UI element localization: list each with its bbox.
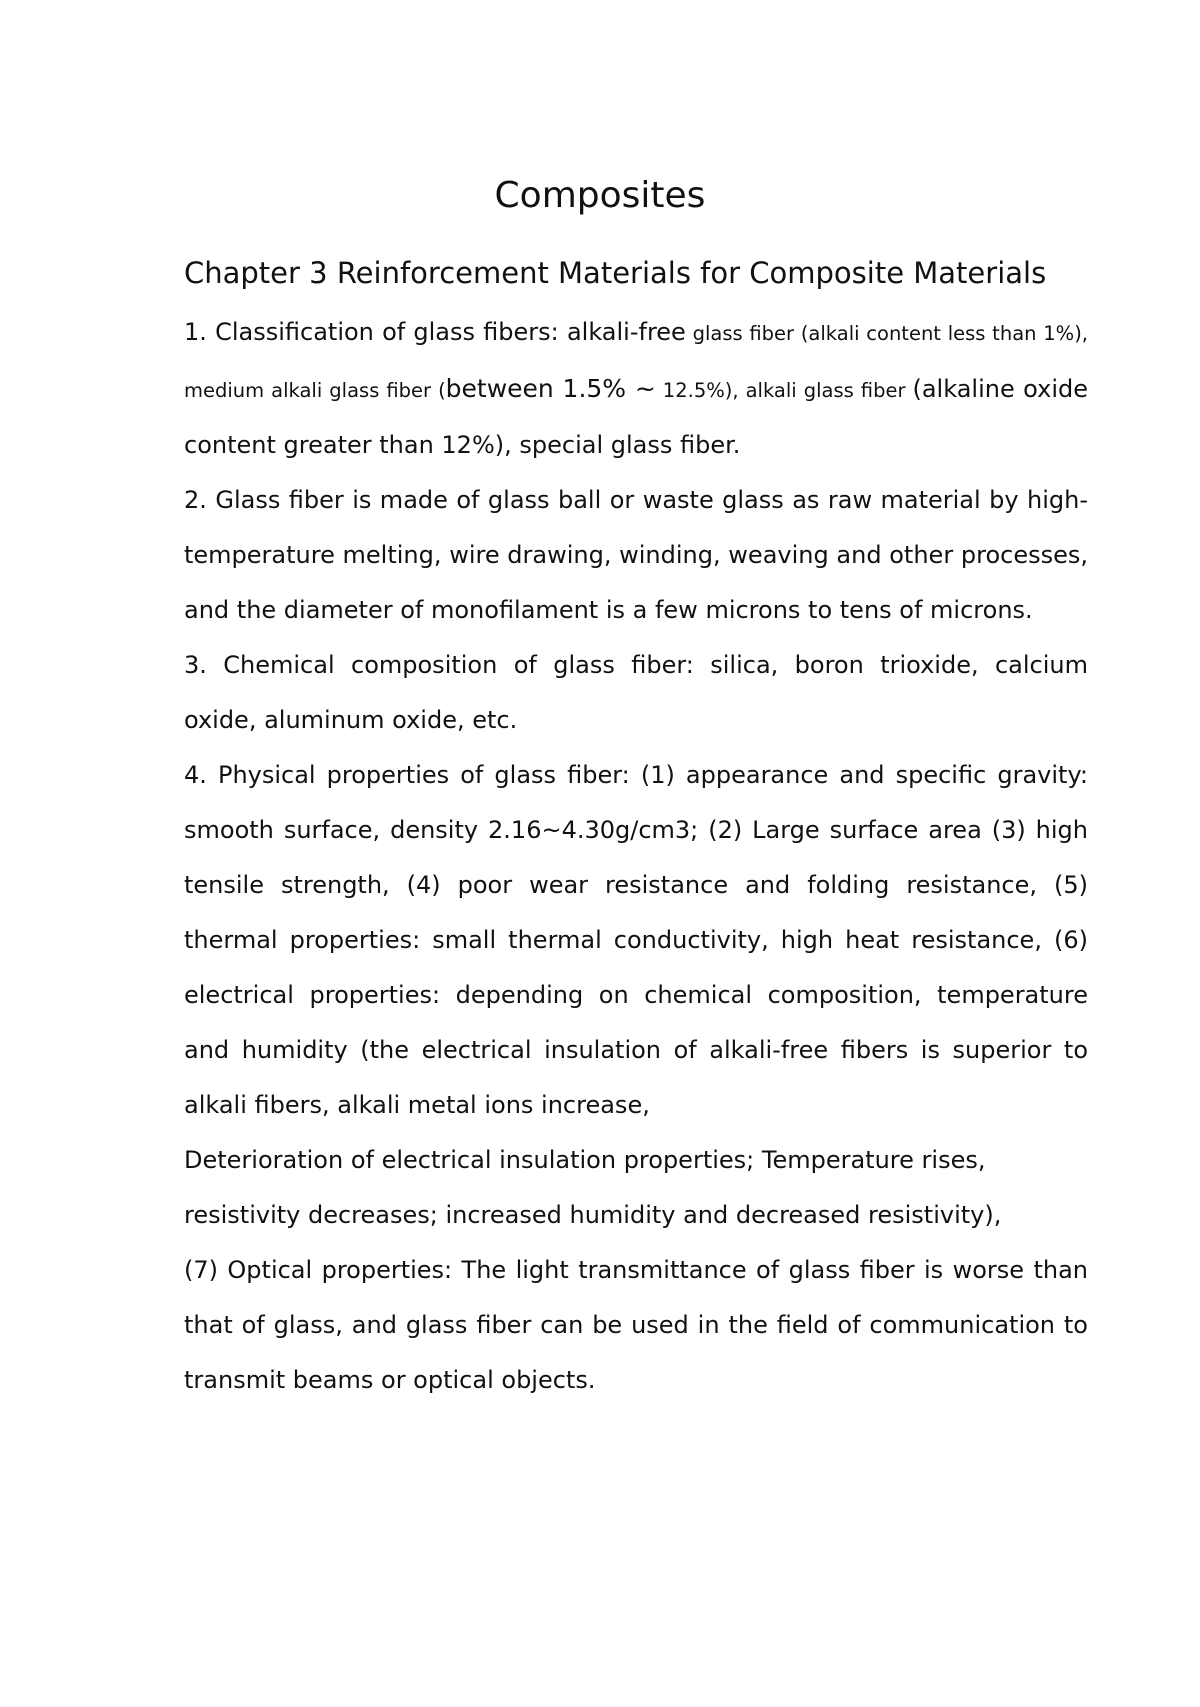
- paragraph-1-part-d: 12.5%), alkali glass fiber: [655, 379, 913, 402]
- paragraph-2: 2. Glass fiber is made of glass ball or waste glass as raw material by high-temperature melting, wire drawing, winding, weaving and other processes, and the diameter of monofilament is a few microns to tens of microns.: [184, 486, 1088, 624]
- paragraph-5: Deterioration of electrical insulation properties; Temperature rises, resistivity decreases; increased humidity and decreased resistivity),: [184, 1146, 1002, 1229]
- paragraph-1: [184, 305, 1088, 473]
- paragraph-1-part-c: between 1.5% ~: [445, 374, 656, 403]
- document-body: [184, 242, 1088, 1408]
- paragraph-1-part-a: 1. Classification of glass fibers: alkali-free: [184, 318, 686, 346]
- paragraph-1-part-e: (alkaline oxide content greater than 12%), special glass fiber.: [184, 375, 1088, 459]
- chapter-heading: Chapter 3 Reinforcement Materials for Composite Materials: [184, 256, 1047, 290]
- document-title: Composites: [494, 175, 706, 216]
- paragraph-4: 4. Physical properties of glass fiber: (1) appearance and specific gravity: smooth surface, density 2.16~4.30g/cm3; (2) Large surface area (3) high tensile strength, (4) poor wear resistance and folding resistance, (5) thermal properties: small thermal conductivity, high heat resistance, (6) electrical properties: depending on chemical composition, temperature and humidity (the electrical insulation of alkali-free fibers is superior to alkali fibers, alkali metal ions increase,: [184, 761, 1088, 1119]
- paragraph-1-part-b: glass fiber (alkali content less than 1%), medium alkali glass fiber (: [184, 322, 1088, 402]
- paragraph-3: 3. Chemical composition of glass fiber: silica, boron trioxide, calcium oxide, aluminum oxide, etc.: [184, 651, 1088, 734]
- paragraph-6: (7) Optical properties: The light transmittance of glass fiber is worse than that of glass, and glass fiber can be used in the field of communication to transmit beams or optical objects.: [184, 1256, 1088, 1394]
